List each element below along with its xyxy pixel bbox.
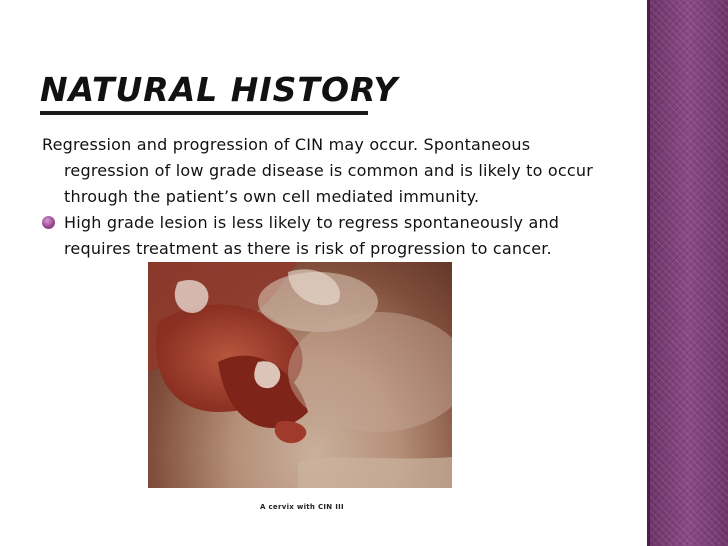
slide-body — [42, 132, 602, 262]
round-bullet-icon — [42, 216, 55, 229]
bullet-text: High grade lesion is less likely to regress spontaneously and requires treatment as there is risk of progression to cancer. — [64, 213, 560, 258]
intro-paragraph: Regression and progression of CIN may occur. Spontaneous regression of low grade disease is common and is likely to occur through the patient’s own cell mediated immunity. — [42, 135, 593, 206]
decorative-sidebar — [650, 0, 728, 546]
slide-title: NATURAL HISTORY — [40, 70, 399, 109]
title-underline — [40, 111, 368, 115]
image-caption: A cervix with CIN III — [260, 503, 344, 511]
cervix-photo — [148, 262, 452, 488]
bullet-item — [42, 210, 602, 262]
